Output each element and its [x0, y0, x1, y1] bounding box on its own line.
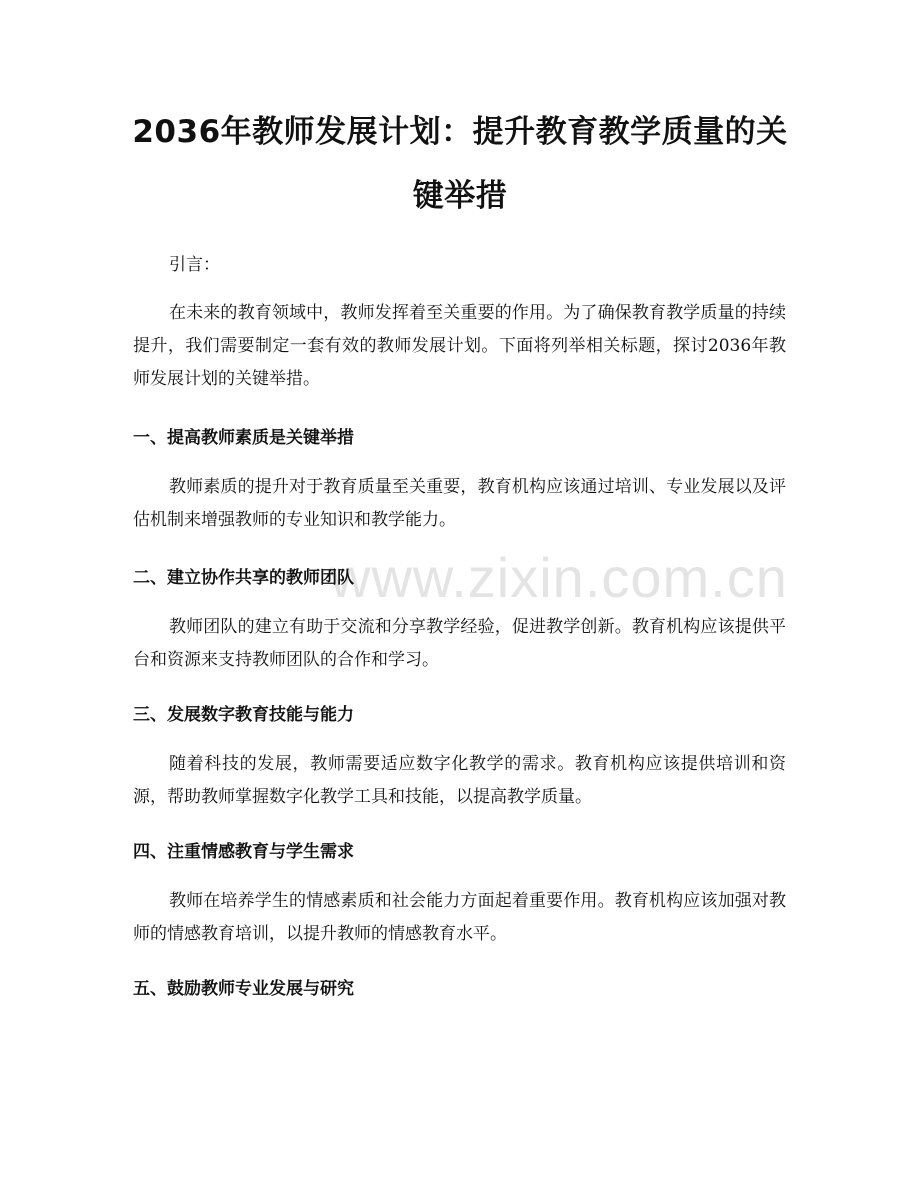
section-paragraph-2: 教师团队的建立有助于交流和分享教学经验，促进教学创新。教育机构应该提供平台和资源来支持教师团队的合作和学习。 — [133, 617, 786, 670]
section-paragraph-3: 随着科技的发展，教师需要适应数字化教学的需求。教育机构应该提供培训和资源，帮助教师掌握数字化教学工具和技能，以提高教学质量。 — [133, 754, 786, 807]
intro-paragraph: 在未来的教育领域中，教师发挥着至关重要的作用。为了确保教育教学质量的持续提升，我们需要制定一套有效的教师发展计划。下面将列举相关标题，探讨2036年教师发展计划的关键举措。 — [133, 303, 786, 389]
section-heading-3: 三、发展数字教育技能与能力 — [133, 705, 354, 725]
intro-label: 引言： — [169, 255, 220, 275]
page-title: 2036年教师发展计划：提升教育教学质量的关键举措 — [132, 114, 788, 214]
section-heading-4: 四、注重情感教育与学生需求 — [133, 842, 354, 862]
section-heading-5: 五、鼓励教师专业发展与研究 — [133, 979, 354, 999]
section-heading-2: 二、建立协作共享的教师团队 — [133, 568, 354, 588]
section-paragraph-4: 教师在培养学生的情感素质和社会能力方面起着重要作用。教育机构应该加强对教师的情感教育培训，以提升教师的情感教育水平。 — [133, 891, 786, 944]
section-heading-1: 一、提高教师素质是关键举措 — [133, 428, 354, 448]
section-paragraph-1: 教师素质的提升对于教育质量至关重要，教育机构应该通过培训、专业发展以及评估机制来增强教师的专业知识和教学能力。 — [133, 477, 786, 530]
watermark-text: www.zixin.com.cn — [330, 546, 788, 609]
